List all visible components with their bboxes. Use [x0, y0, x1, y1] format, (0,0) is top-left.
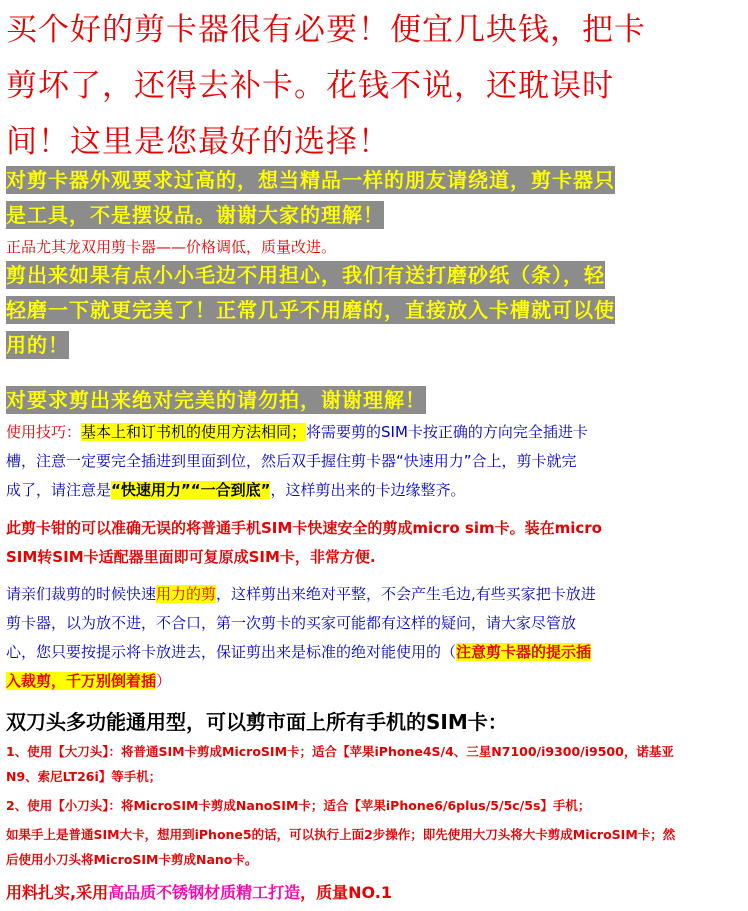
advice-line-4b: ）	[156, 672, 172, 690]
advice-line-1b: ，这样剪出来绝对平整，不会产生毛边,有些买家把卡放进	[216, 585, 596, 603]
tips-line-3b: ，这样剪出来的卡边缘整齐。	[270, 481, 466, 499]
tips-line-3a: 成了，请注意是	[6, 481, 112, 499]
advice-line-3a: 心，您只要按提示将卡放进去，保证剪出来是标准的绝对能使用的（	[6, 643, 457, 661]
feature-item-2: 2、使用【小刀头】：将MicroSIM卡剪成NanoSIM卡；适合【苹果iPhone6/6plus/5/5c/5s】手机；	[6, 798, 591, 813]
advice-highlight-insert-b: 入裁剪，千万别倒着插	[6, 672, 157, 690]
notice-burr-line-2: 轻磨一下就更完美了！正常几乎不用磨的，直接放入卡槽就可以使	[6, 298, 615, 322]
micro-line-1: 此剪卡钳的可以准确无误的将普通手机SIM卡快速安全的剪成micro sim卡。装在micro	[6, 519, 602, 537]
micro-sim-info	[6, 514, 742, 572]
material-text-d: NO.1	[348, 883, 392, 902]
advice-line-1a: 请亲们裁剪的时候快速	[6, 585, 157, 603]
notice-appearance-line-1: 对剪卡器外观要求过高的，想当精品一样的朋友请绕道，剪卡器只	[6, 168, 615, 192]
headline-line-2: 剪坏了，还得去补卡。花钱不说，还耽误时	[6, 68, 614, 104]
material-note	[6, 880, 742, 906]
feature-item-3-line-1: 如果手上是普通SIM大卡，想用到iPhone5的话，可以执行上面2步操作；即先使用大刀头将大卡剪成MicroSIM卡；然	[6, 827, 676, 842]
tips-highlight-fast: “快速用力”“一合到底”	[111, 481, 271, 499]
notice-perfect-text: 对要求剪出来绝对完美的请勿拍，谢谢理解！	[6, 388, 426, 412]
micro-line-2: SIM转SIM卡适配器里面即可复原成SIM卡，非常方便.	[6, 548, 376, 566]
material-text-a: 用料扎实,采用	[6, 883, 109, 902]
notice-perfect	[6, 383, 742, 418]
tips-text-1: 将需要剪的SIM卡按正确的方向完全插进卡	[306, 423, 588, 441]
tips-highlight-stapler: 基本上和订书机的使用方法相同；	[81, 423, 307, 441]
advice-highlight-force: 用力的剪	[156, 585, 217, 603]
headline-line-3: 间！这里是您最好的选择！	[6, 124, 390, 160]
material-text-b: 高品质不锈钢材质精工打造	[108, 883, 301, 902]
genuine-note: 正品尤其龙双用剪卡器——价格调低，质量改进。	[6, 238, 337, 256]
feature-item-1-line-2: N9、索尼LT26i】等手机；	[6, 769, 162, 784]
material-text-c: ，质量	[300, 883, 349, 902]
feature-item-3-line-2: 后使用小刀头将MicroSIM卡剪成Nano卡。	[6, 852, 258, 867]
feature-item-1-line-1: 1、使用【大刀头】：将普通SIM卡剪成MicroSIM卡；适合【苹果iPhone4S/4、三星N7100/i9300/i9500，诺基亚	[6, 744, 674, 759]
notice-burr	[6, 258, 742, 363]
cutting-advice	[6, 580, 742, 696]
features-heading: 双刀头多功能通用型，可以剪市面上所有手机的SIM卡：	[6, 710, 508, 734]
notice-burr-line-3: 用的！	[6, 333, 69, 357]
advice-highlight-insert-a: 注意剪卡器的提示插	[456, 643, 592, 661]
usage-tips	[6, 418, 742, 505]
notice-burr-line-1: 剪出来如果有点小小毛边不用担心，我们有送打磨砂纸（条），轻	[6, 263, 605, 287]
notice-appearance	[6, 163, 742, 233]
advice-line-2: 剪卡器，以为放不进，不合口，第一次剪卡的买家可能都有这样的疑问，请大家尽管放	[6, 614, 577, 632]
headline	[6, 2, 742, 170]
notice-appearance-line-2: 是工具，不是摆设品。谢谢大家的理解！	[6, 203, 384, 227]
tips-label: 使用技巧：	[6, 423, 82, 441]
features-list	[6, 739, 742, 872]
headline-line-1: 买个好的剪卡器很有必要！便宜几块钱，把卡	[6, 12, 646, 48]
tips-line-2: 槽，注意一定要完全插进到里面到位，然后双手握住剪卡器“快速用力”合上，剪卡就完	[6, 452, 577, 470]
